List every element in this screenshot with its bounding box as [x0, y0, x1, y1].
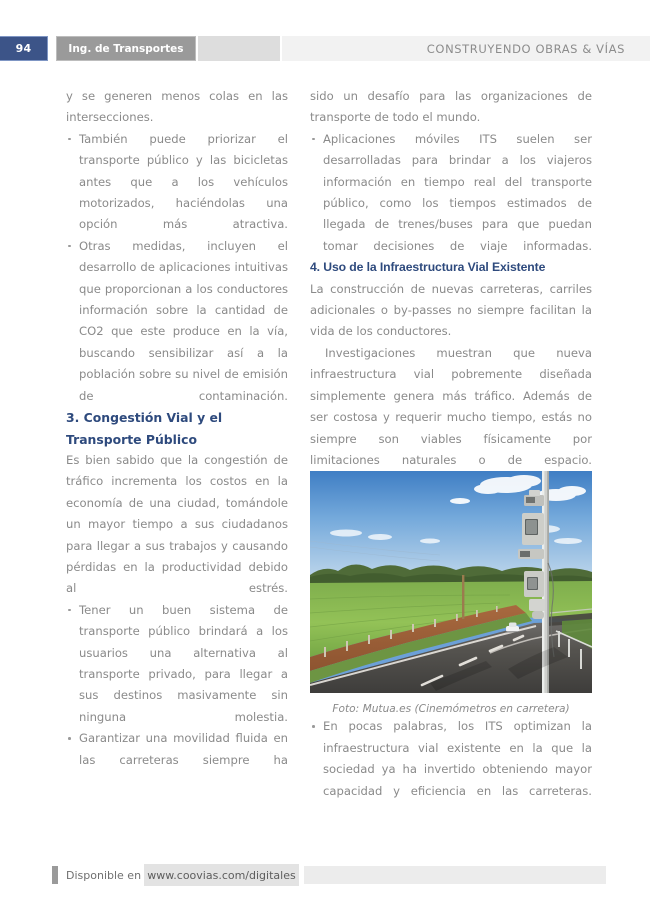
footer-strip — [304, 866, 606, 884]
footer-label: Disponible en — [66, 868, 142, 882]
footer-url-box[interactable] — [144, 864, 299, 886]
left-bullet-list-2 — [66, 600, 288, 771]
right-body-paragraph-2: Investigaciones muestran que nueva infraestructura vial pobremente diseñada simplemente genera más tráfico. Además de ser costosa y requerir mucho tiempo, estás no siempre son viables físicamente por limitaciones naturales o de espacio. — [310, 345, 592, 467]
article-figure — [310, 471, 592, 716]
header-publication-title: CONSTRUYENDO OBRAS & VÍAS — [426, 41, 625, 56]
footer-marker-icon — [52, 866, 58, 884]
left-column — [66, 86, 288, 771]
left-body-paragraph: Es bien sabido que la congestión de tráfico incrementa los costos en la economía de una ciudad, tomándole un mayor tiempo a sus ciudadanos para llegar a sus trabajos y causando pérdidas en la productividad debido al estrés. — [66, 452, 288, 596]
left-bullet-list-1 — [66, 129, 288, 407]
page-number-badge: 94 — [0, 36, 48, 61]
page-footer — [0, 864, 650, 886]
highway-speed-camera-photo — [310, 471, 592, 693]
right-section-heading: 4. Uso de la Infraestructura Vial Existente — [310, 260, 546, 275]
right-bullet-list-1 — [310, 129, 592, 257]
left-section-heading: 3. Congestión Vial y el Transporte Público — [66, 410, 223, 447]
list-item: Otras medidas, incluyen el desarrollo de aplicaciones intuitivas que proporcionan a los conductores información sobre la cantidad de CO2 que este produce en la vía, buscando sensibilizar así a la población sobre su nivel de emisión de contaminación. — [66, 236, 288, 407]
page-header — [0, 36, 650, 61]
list-item: Garantizar una movilidad fluida en las carreteras siempre ha — [66, 728, 288, 771]
list-item: En pocas palabras, los ITS optimizan la infraestructura vial existente en la que la sociedad ya ha invertido obteniendo mayor capacidad y eficiencia en las carreteras. — [310, 716, 592, 802]
right-body-paragraph-1: La construcción de nuevas carreteras, carriles adicionales o by-passes no siempre facilitan la vida de los conductores. — [310, 281, 592, 339]
footer-url[interactable]: www.coovias.com/digitales — [147, 868, 296, 882]
list-item: Tener un buen sistema de transporte público brindará a los usuarios una alternativa al transporte privado, para llegar a sus destinos masivamente sin ninguna molestia. — [66, 600, 288, 728]
header-section-tag: Ing. de Transportes — [56, 36, 196, 61]
left-continued-paragraph: y se generen menos colas en las intersecciones. — [66, 89, 288, 125]
list-item: Aplicaciones móviles ITS suelen ser desarrolladas para brindar a los viajeros información en tiempo real del transporte público, como los tiempos estimados de llegada de trenes/buses para que puedan tomar decisiones de viaje informadas. — [310, 129, 592, 257]
header-spacer-block-a — [198, 36, 280, 61]
right-bullet-list-2 — [310, 716, 592, 802]
list-item: También puede priorizar el transporte público y las bicicletas antes que a los vehículos motorizados, haciéndolas una opción más atractiva. — [66, 129, 288, 236]
figure-caption: Foto: Mutua.es (Cinemómetros en carretera) — [332, 703, 570, 716]
right-continued-paragraph: sido un desafío para las organizaciones de transporte de todo el mundo. — [310, 89, 592, 125]
right-column — [310, 86, 592, 802]
